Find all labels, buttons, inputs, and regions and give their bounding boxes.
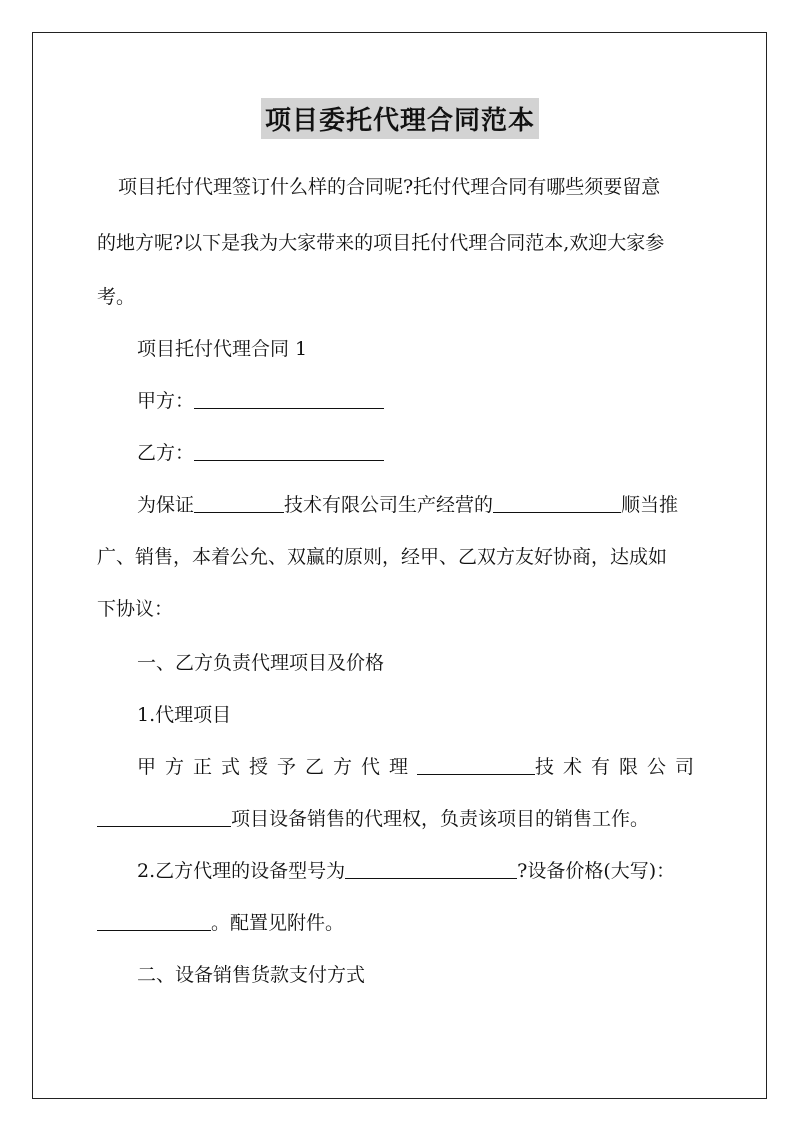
item1-line-1 xyxy=(137,752,743,779)
item2-text-3: 。配置见附件。 xyxy=(211,912,345,934)
para1-text-3: 顺当推 xyxy=(621,494,679,516)
item1-line-2 xyxy=(97,804,703,831)
party-b-blank xyxy=(194,442,384,461)
intro-line-3: 考。 xyxy=(97,286,136,308)
para1-line-1 xyxy=(137,490,743,517)
item1-text-3: 项目设备销售的代理权，负责该项目的销售工作。 xyxy=(231,808,650,830)
para1-text-2: 技术有限公司生产经营的 xyxy=(284,494,494,516)
contract-heading: 项目托付代理合同 1 xyxy=(137,338,308,360)
item2-line-1 xyxy=(137,856,743,883)
item2-text-2: ?设备价格(大写)： xyxy=(517,860,676,882)
para1-blank-2 xyxy=(493,494,621,513)
intro-line-2: 的地方呢?以下是我为大家带来的项目托付代理合同范本,欢迎大家参 xyxy=(97,232,665,254)
section2-heading: 二、设备销售货款支付方式 xyxy=(137,964,366,986)
intro-line-1: 项目托付代理签订什么样的合同呢?托付代理合同有哪些须要留意 xyxy=(118,176,661,198)
item1-blank-1 xyxy=(417,756,535,775)
para1-line-3: 下协议： xyxy=(97,598,174,620)
party-b-line xyxy=(137,438,743,465)
item1-heading: 1.代理项目 xyxy=(137,704,232,726)
item2-blank-1 xyxy=(345,860,517,879)
party-a-line xyxy=(137,386,743,413)
item1-blank-2 xyxy=(97,808,231,827)
item2-text-1: 2.乙方代理的设备型号为 xyxy=(137,860,346,882)
item2-line-2 xyxy=(97,908,703,935)
para1-text-1: 为保证 xyxy=(137,494,195,516)
title-container xyxy=(0,98,800,139)
item2-blank-2 xyxy=(97,912,211,931)
document-title: 项目委托代理合同范本 xyxy=(261,98,539,139)
party-a-label: 甲方： xyxy=(137,390,195,412)
party-b-label: 乙方： xyxy=(137,442,195,464)
item1-text-1: 甲方正式授予乙方代理 xyxy=(137,756,418,778)
item1-text-2: 技术有限公司 xyxy=(535,756,704,778)
para1-line-2: 广、销售，本着公允、双赢的原则，经甲、乙双方友好协商，达成如 xyxy=(97,546,668,568)
para1-blank-1 xyxy=(194,494,284,513)
party-a-blank xyxy=(194,390,384,409)
section1-heading: 一、乙方负责代理项目及价格 xyxy=(137,652,385,674)
